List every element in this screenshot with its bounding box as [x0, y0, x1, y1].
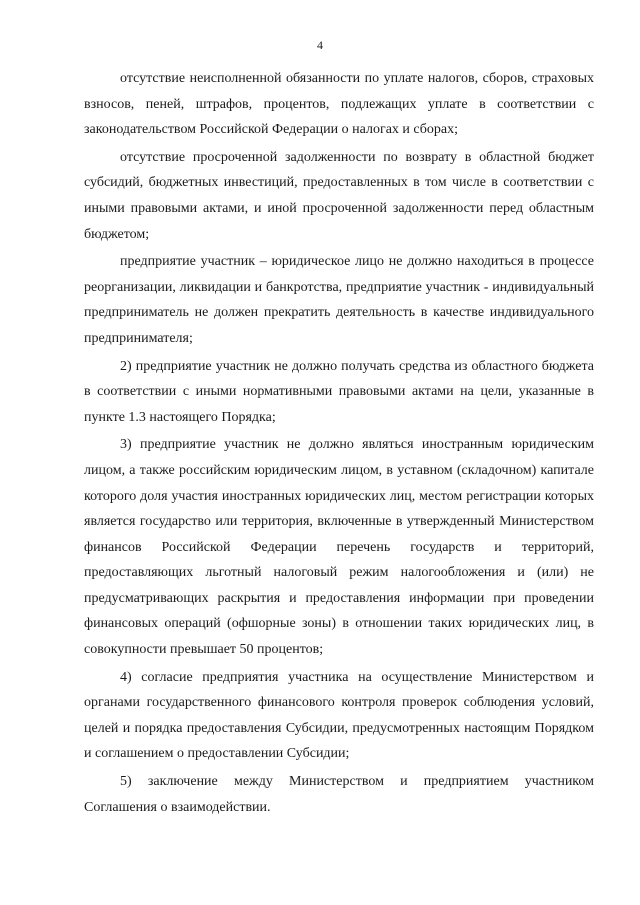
page-number: 4 [317, 38, 323, 52]
paragraph-item-2: 2) предприятие участник не должно получать средства из областного бюджета в соответствии с иными нормативными правовыми актами на цели, указанные в пункте 1.3 настоящего Порядка; [84, 358, 594, 425]
paragraph-overdue-debt: отсутствие просроченной задолженности по возврату в областной бюджет субсидий, бюджетных инвестиций, предоставленных в том числе в соответствии с иными правовыми актами, и иной просроченной задолженности перед областным бюджетом; [84, 149, 594, 242]
paragraph-item-4: 4) согласие предприятия участника на осуществление Министерством и органами государственного финансового контроля проверок соблюдения условий, целей и порядка предоставления Субсидии, предусмотренных настоящим Порядком и соглашением о предоставлении Субсидии; [84, 669, 594, 762]
paragraph-item-5: 5) заключение между Министерством и предприятием участником Соглашения о взаимодействии. [84, 774, 594, 815]
paragraph-reorganization: предприятие участник – юридическое лицо не должно находиться в процессе реорганизации, ликвидации и банкротства, предприятие участник - индивидуальный предприниматель не должен прекратить деятельность в качестве индивидуального предпринимателя; [84, 254, 594, 346]
document-body [84, 66, 594, 822]
paragraph-tax-obligations: отсутствие неисполненной обязанности по уплате налогов, сборов, страховых взносов, пеней, штрафов, процентов, подлежащих уплате в соответствии с законодательством Российской Федерации о налогах и сборах; [84, 71, 594, 138]
paragraph-item-3: 3) предприятие участник не должно являться иностранным юридическим лицом, а также российским юридическим лицом, в уставном (складочном) капитале которого доля участия иностранных юридических лиц, местом регистрации которых является государство или территория, включенные в утвержденный Министерством финансов Российской Федерации перечень государств и территорий, предоставляющих льготный налоговый режим налогообложения и (или) не предусматривающих раскрытия и предоставления информации при проведении финансовых операций (офшорные зоны) в отношении таких юридических лиц, в совокупности превышает 50 процентов; [84, 437, 594, 658]
